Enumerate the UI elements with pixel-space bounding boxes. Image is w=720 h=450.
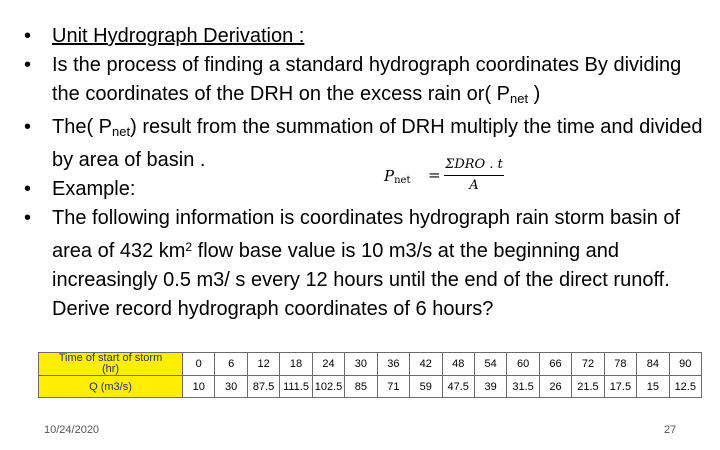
table-cell-time: 84 [637, 353, 669, 376]
time-header-line1: Time of start of storm [58, 352, 163, 364]
formula-fraction [444, 157, 504, 194]
table-row-time [39, 353, 702, 376]
bullet-symbol: • [24, 116, 32, 138]
table-cell-flow: 59 [410, 376, 442, 398]
net-subscript: net [112, 124, 131, 139]
page-number: 27 [664, 424, 677, 436]
table-cell-flow: 12.5 [669, 376, 701, 398]
table-cell-time: 90 [669, 353, 701, 376]
squared-superscript: 2 [185, 240, 193, 254]
bullet-item-problem [24, 204, 704, 324]
hydrograph-data-table [38, 352, 702, 398]
time-header-line2: (hr) [101, 363, 120, 375]
table-cell-flow: 87.5 [247, 376, 279, 398]
table-cell-flow: 85 [345, 376, 377, 398]
table-cell-time: 78 [604, 353, 636, 376]
table-cell-flow: 17.5 [604, 376, 636, 398]
table-cell-time: 0 [183, 353, 215, 376]
bullet-item-definition [24, 51, 704, 113]
table-cell-flow: 39 [474, 376, 506, 398]
time-header-cell [39, 353, 183, 376]
table-cell-time: 6 [215, 353, 247, 376]
net-subscript: net [510, 91, 529, 106]
table-cell-time: 12 [247, 353, 279, 376]
table-cell-time: 72 [572, 353, 604, 376]
table-cell-time: 66 [539, 353, 571, 376]
table-cell-flow: 111.5 [280, 376, 312, 398]
flow-header-cell: Q (m3/s) [39, 376, 183, 398]
pnet-text: The( P [52, 116, 113, 138]
table-cell-time: 60 [507, 353, 539, 376]
definition-text: Is the process of finding a standard hydrograph coordinates By dividing the coordinates of the DRH on the excess rain or( P [52, 54, 682, 105]
table-cell-time: 48 [442, 353, 474, 376]
definition-text-end: ) [528, 83, 541, 105]
table-cell-flow: 71 [377, 376, 409, 398]
bullet-symbol: • [24, 54, 32, 76]
table-cell-time: 30 [345, 353, 377, 376]
pnet-text-end: ) result from the summation of DRH multiply the time and divided by area of basin . [52, 116, 703, 171]
table-cell-flow: 26 [539, 376, 571, 398]
table-cell-time: 54 [474, 353, 506, 376]
formula-lhs-subscript: net [394, 175, 411, 186]
fraction-bar [444, 175, 504, 176]
bullet-symbol: • [24, 25, 32, 47]
section-heading: Unit Hydrograph Derivation : [52, 25, 305, 47]
formula-denominator: A [469, 178, 479, 193]
bullet-list [24, 22, 704, 324]
formula-lhs [384, 167, 410, 186]
table-cell-time: 18 [280, 353, 312, 376]
footer-date: 10/24/2020 [44, 424, 100, 436]
table-cell-time: 36 [377, 353, 409, 376]
table-cell-time: 24 [312, 353, 344, 376]
formula-equals: = [428, 166, 441, 184]
table-cell-flow: 47.5 [442, 376, 474, 398]
table-row-flow [39, 376, 702, 398]
table-cell-time: 42 [410, 353, 442, 376]
table-cell-flow: 30 [215, 376, 247, 398]
table-cell-flow: 102.5 [312, 376, 344, 398]
table-cell-flow: 10 [183, 376, 215, 398]
problem-text: The following information is coordinates hydrograph rain storm basin of area of 432 km [52, 207, 681, 262]
pnet-formula [384, 157, 504, 201]
bullet-item-example [24, 175, 704, 204]
bullet-symbol: • [24, 178, 32, 200]
formula-numerator: ΣDRO . t [445, 157, 503, 172]
bullet-item-pnet [24, 113, 704, 175]
problem-text-end: flow base value is 10 m3/s at the beginning and increasingly 0.5 m3/ s every 12 hours until the end of the direct runoff. Derive record hydrograph coordinates of 6 hours? [52, 240, 670, 320]
table-cell-flow: 15 [637, 376, 669, 398]
example-label: Example: [52, 178, 136, 200]
bullet-symbol: • [24, 207, 32, 229]
table-cell-flow: 31.5 [507, 376, 539, 398]
bullet-item-heading [24, 22, 704, 51]
table-cell-flow: 21.5 [572, 376, 604, 398]
formula-lhs-symbol: P [384, 167, 395, 185]
